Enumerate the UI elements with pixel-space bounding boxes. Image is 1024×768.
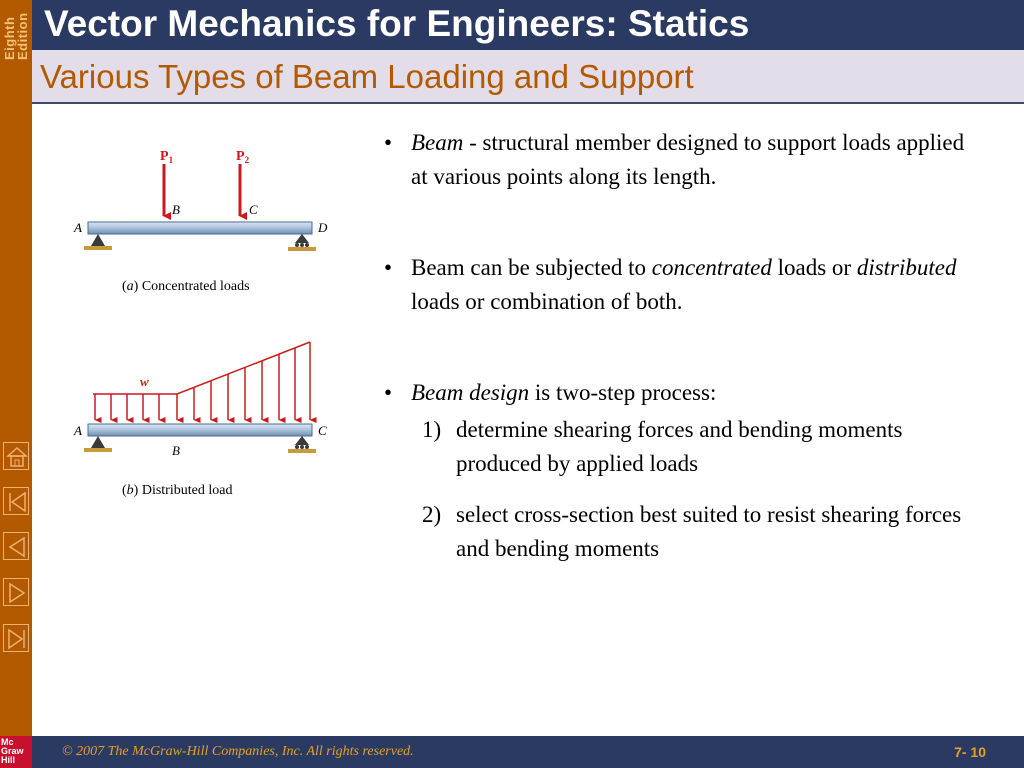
point-b-label-b: B bbox=[172, 443, 180, 458]
point-a-label: A bbox=[74, 220, 82, 235]
slide-content bbox=[382, 126, 982, 566]
header-bar bbox=[32, 0, 1024, 50]
subtitle-bar bbox=[32, 50, 1024, 104]
home-button[interactable] bbox=[3, 442, 29, 470]
point-a-label-b: A bbox=[74, 423, 82, 438]
caption-b: (b) Distributed load bbox=[122, 483, 233, 498]
bullet-beam-design: • Beam design is two-step process: bbox=[384, 380, 717, 405]
edition-line-2: Edition bbox=[15, 12, 30, 60]
point-c-label-b: C bbox=[318, 423, 327, 438]
edition-label bbox=[0, 0, 32, 64]
term-concentrated: concentrated bbox=[651, 255, 772, 280]
pin-support-b bbox=[91, 436, 105, 448]
term-distributed: distributed bbox=[856, 255, 957, 280]
first-slide-icon bbox=[4, 488, 30, 516]
first-slide-button[interactable] bbox=[3, 487, 29, 515]
last-slide-button[interactable] bbox=[3, 624, 29, 652]
step-2 bbox=[382, 498, 982, 566]
point-c-label: C bbox=[249, 202, 258, 217]
copyright-text: © 2007 The McGraw-Hill Companies, Inc. All rights reserved. bbox=[62, 744, 414, 759]
ground-a-left bbox=[84, 246, 112, 250]
edition-line-1: Eighth bbox=[2, 16, 17, 60]
previous-slide-icon bbox=[4, 533, 30, 561]
term-beam: Beam bbox=[411, 130, 464, 155]
previous-slide-button[interactable] bbox=[3, 532, 29, 560]
logo-line-2: Graw bbox=[1, 746, 24, 756]
term-beam-design: Beam design bbox=[411, 380, 530, 405]
ground-b-left bbox=[84, 448, 112, 452]
roller-support-c bbox=[295, 436, 309, 445]
beam-definition-text: - structural member designed to support loads applied at various points along its length. bbox=[411, 130, 965, 189]
sidebar bbox=[0, 0, 32, 768]
beam-a bbox=[88, 222, 312, 234]
load-curve bbox=[93, 342, 310, 394]
beam-b bbox=[88, 424, 312, 436]
step-2-text: select cross-section best suited to resist shearing forces and bending moments bbox=[456, 502, 962, 561]
bullet-load-types: • Beam can be subjected to concentrated loads or distributed loads or combination of both. bbox=[384, 255, 957, 314]
ground-a-right bbox=[288, 247, 316, 251]
footer-bar bbox=[32, 736, 1024, 768]
distributed-arrows bbox=[95, 342, 310, 420]
last-slide-icon bbox=[4, 625, 30, 653]
slide-number: 7- 10 bbox=[954, 744, 986, 760]
slide-title: Various Types of Beam Loading and Support bbox=[40, 58, 694, 95]
mcgraw-hill-logo bbox=[0, 736, 32, 768]
home-icon bbox=[4, 443, 30, 471]
point-d-label: D bbox=[318, 220, 328, 235]
logo-line-1: Mc bbox=[1, 737, 14, 747]
step-1 bbox=[382, 413, 982, 481]
point-b-label: B bbox=[172, 202, 180, 217]
next-slide-button[interactable] bbox=[3, 578, 29, 606]
caption-a: (a) Concentrated loads bbox=[122, 279, 250, 294]
beam-figures bbox=[60, 130, 350, 510]
step-1-number: 1) bbox=[422, 417, 442, 442]
step-1-text: determine shearing forces and bending moments produced by applied loads bbox=[456, 417, 903, 476]
bullet-beam-definition: • Beam - structural member designed to support loads applied at various points along its length. bbox=[384, 130, 965, 189]
logo-line-3: Hill bbox=[1, 755, 16, 765]
ground-b-right bbox=[288, 449, 316, 453]
load-label-w: w bbox=[140, 374, 149, 389]
course-title: Vector Mechanics for Engineers: Statics bbox=[44, 3, 750, 44]
figure-b-distributed bbox=[73, 342, 327, 498]
pin-support-a bbox=[91, 234, 105, 246]
step-2-number: 2) bbox=[422, 502, 442, 527]
next-slide-icon bbox=[4, 579, 30, 607]
roller-support-d bbox=[295, 234, 309, 243]
load-label-p1: $P_1$ bbox=[160, 149, 174, 165]
figure-a-concentrated bbox=[73, 149, 328, 294]
load-label-p2: $P_2$ bbox=[236, 149, 250, 165]
